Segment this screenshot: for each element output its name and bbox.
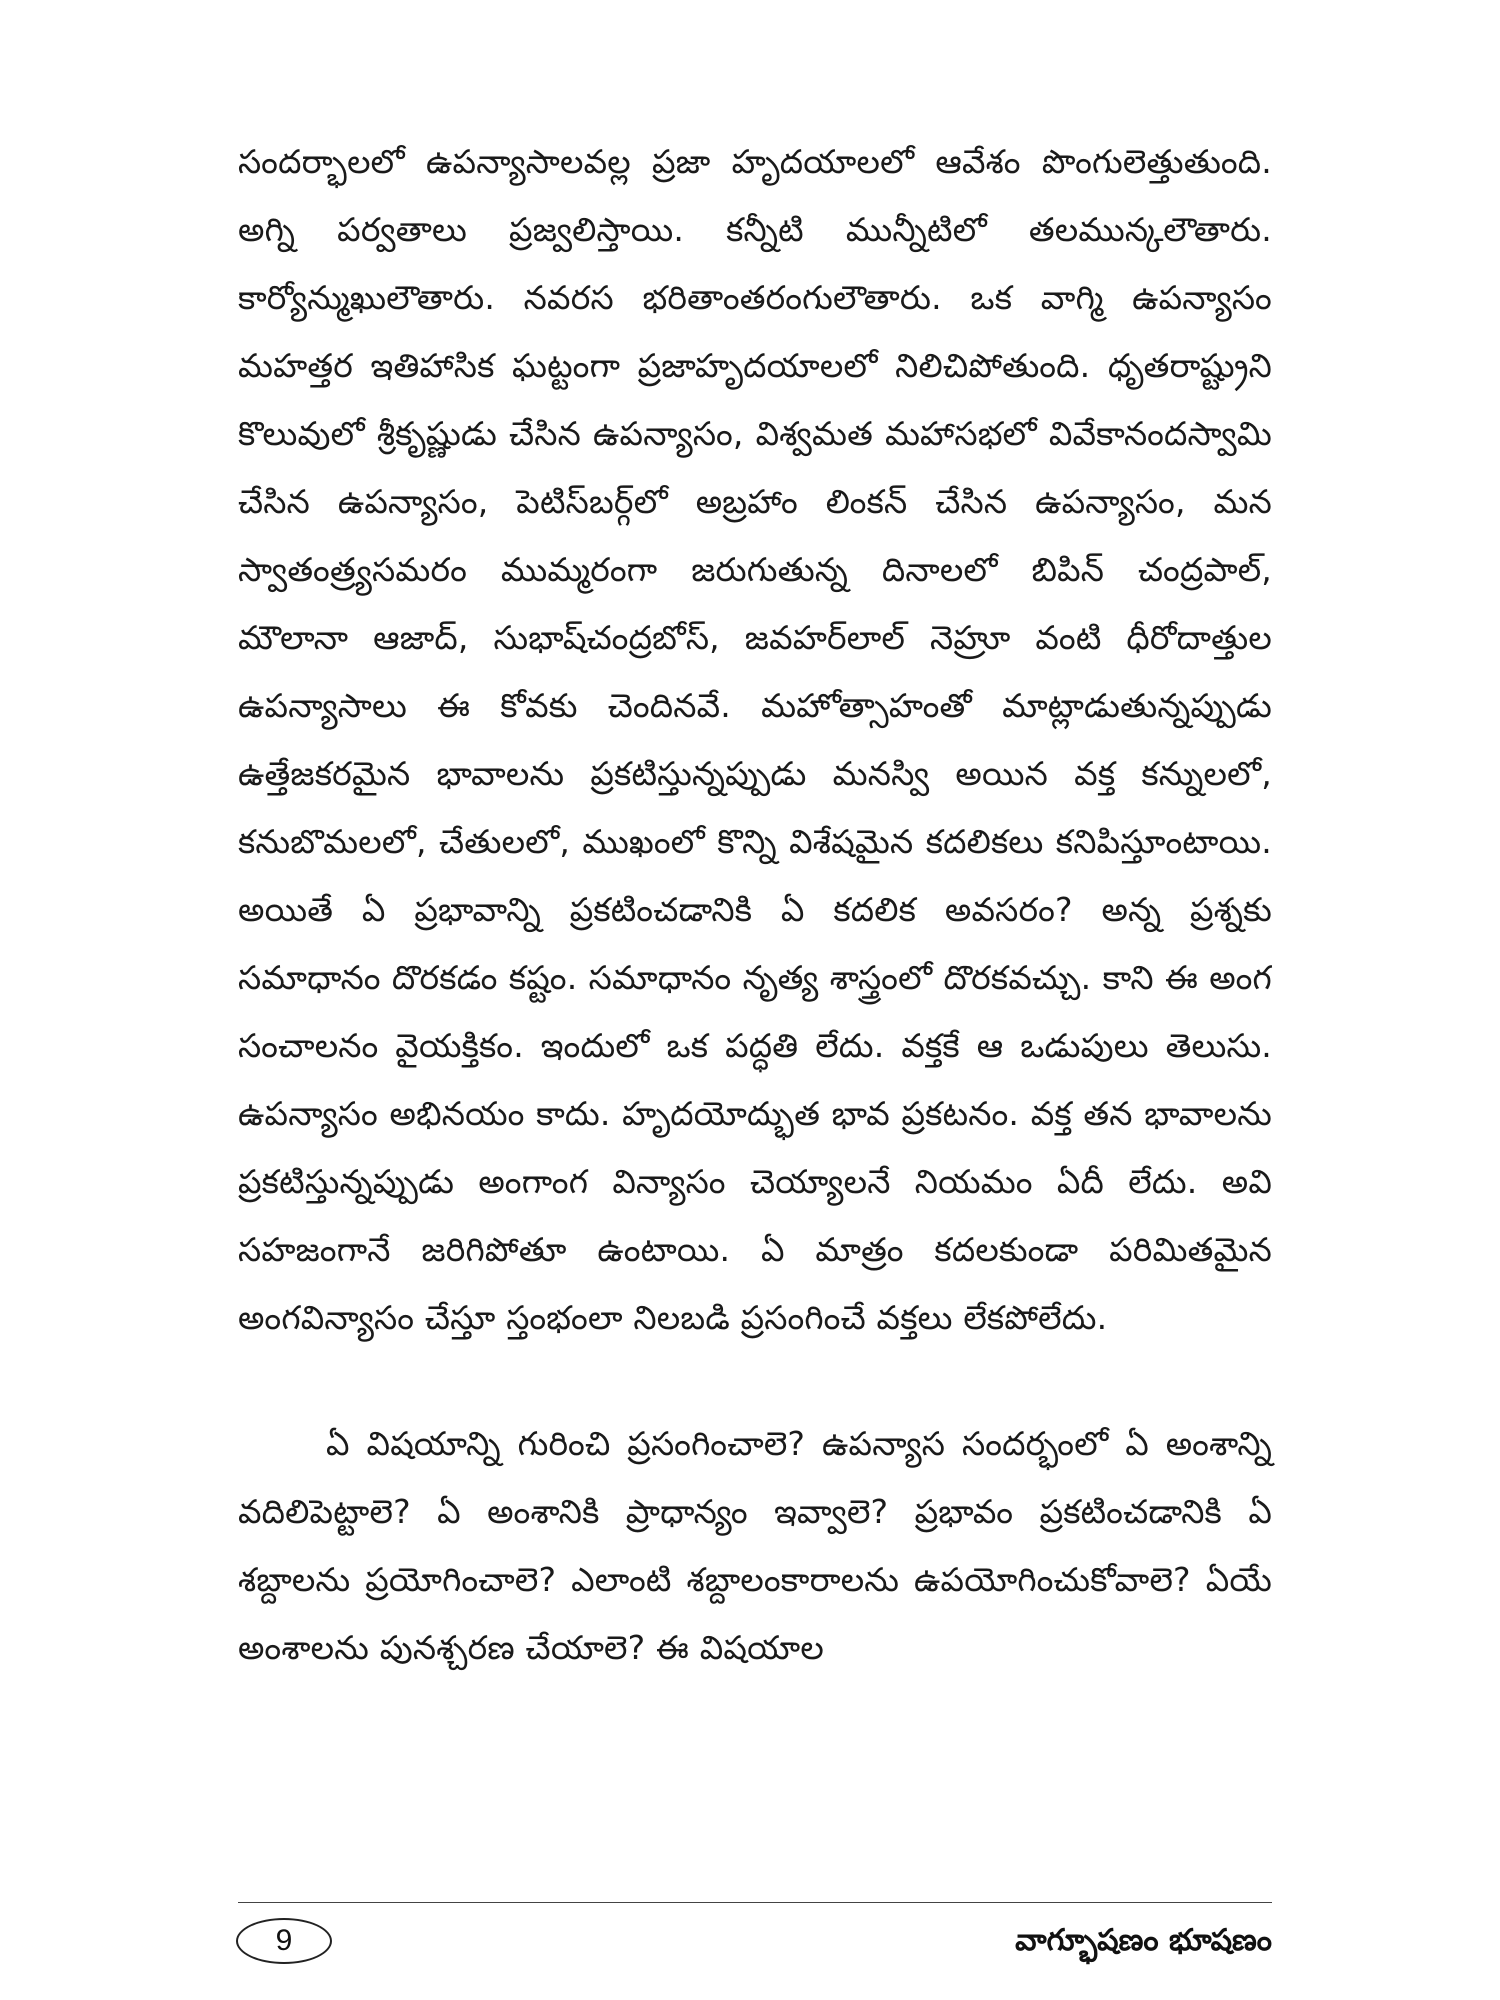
footer-divider	[238, 1902, 1272, 1903]
body-text	[238, 128, 1272, 1682]
page-number: 9	[236, 1918, 332, 1964]
paragraph-2: ఏ విషయాన్ని గురించి ప్రసంగించాలె? ఉపన్యాస సందర్భంలో ఏ అంశాన్ని వదిలిపెట్టాలె? ఏ అంశానికి ప్రాధాన్యం ఇవ్వాలె? ప్రభావం ప్రకటించడానికి ఏ శబ్దాలను ప్రయోగించాలె? ఎలాంటి శబ్దాలంకారాలను ఉపయోగించుకోవాలె? ఏయే అంశాలను పునశ్చరణ చేయాలె? ఈ విషయాల	[238, 1424, 1272, 1667]
running-book-title: వాగ్భూషణం భూషణం	[1015, 1923, 1272, 1958]
paragraph-1: సందర్భాలలో ఉపన్యాసాలవల్ల ప్రజా హృదయాలలో ఆవేశం పొంగులెత్తుతుంది. అగ్ని పర్వతాలు ప్రజ్వలిస్తాయి. కన్నీటి మున్నీటిలో తలమున్కలౌతారు. కార్యోన్ముఖులౌతారు. నవరస భరితాంతరంగులౌతారు. ఒక వాగ్మి ఉపన్యాసం మహత్తర ఇతిహాసిక ఘట్టంగా ప్రజాహృదయాలలో నిలిచిపోతుంది. ధృతరాష్ట్రుని కొలువులో శ్రీకృష్ణుడు చేసిన ఉపన్యాసం, విశ్వమత మహాసభలో వివేకానందస్వామి చేసిన ఉపన్యాసం, పెటిస్‌బర్గ్‌లో అబ్రహాం లింకన్ చేసిన ఉపన్యాసం, మన స్వాతంత్ర్యసమరం ముమ్మరంగా జరుగుతున్న దినాలలో బిపిన్ చంద్రపాల్, మౌలానా ఆజాద్, సుభాష్‌చంద్రబోస్, జవహర్‌లాల్ నెహ్రూ వంటి ధీరోదాత్తుల ఉపన్యాసాలు ఈ కోవకు చెందినవే. మహోత్సాహంతో మాట్లాడుతున్నప్పుడు ఉత్తేజకరమైన భావాలను ప్రకటిస్తున్నప్పుడు మనస్వి అయిన వక్త కన్నులలో, కనుబొమలలో, చేతులలో, ముఖంలో కొన్ని విశేషమైన కదలికలు కనిపిస్తూంటాయి. అయితే ఏ ప్రభావాన్ని ప్రకటించడానికి ఏ కదలిక అవసరం? అన్న ప్రశ్నకు సమాధానం దొరకడం కష్టం. సమాధానం నృత్య శాస్త్రంలో దొరకవచ్చు. కాని ఈ అంగ సంచాలనం వైయక్తికం. ఇందులో ఒక పద్ధతి లేదు. వక్తకే ఆ ఒడుపులు తెలుసు. ఉపన్యాసం అభినయం కాదు. హృదయోద్భుత భావ ప్రకటనం. వక్త తన భావాలను ప్రకటిస్తున్నప్పుడు అంగాంగ విన్యాసం చెయ్యాలనే నియమం ఏదీ లేదు. అవి సహజంగానే జరిగిపోతూ ఉంటాయి. ఏ మాత్రం కదలకుండా పరిమితమైన అంగవిన్యాసం చేస్తూ స్తంభంలా నిలబడి ప్రసంగించే వక్తలు లేకపోలేదు.	[238, 142, 1272, 1337]
